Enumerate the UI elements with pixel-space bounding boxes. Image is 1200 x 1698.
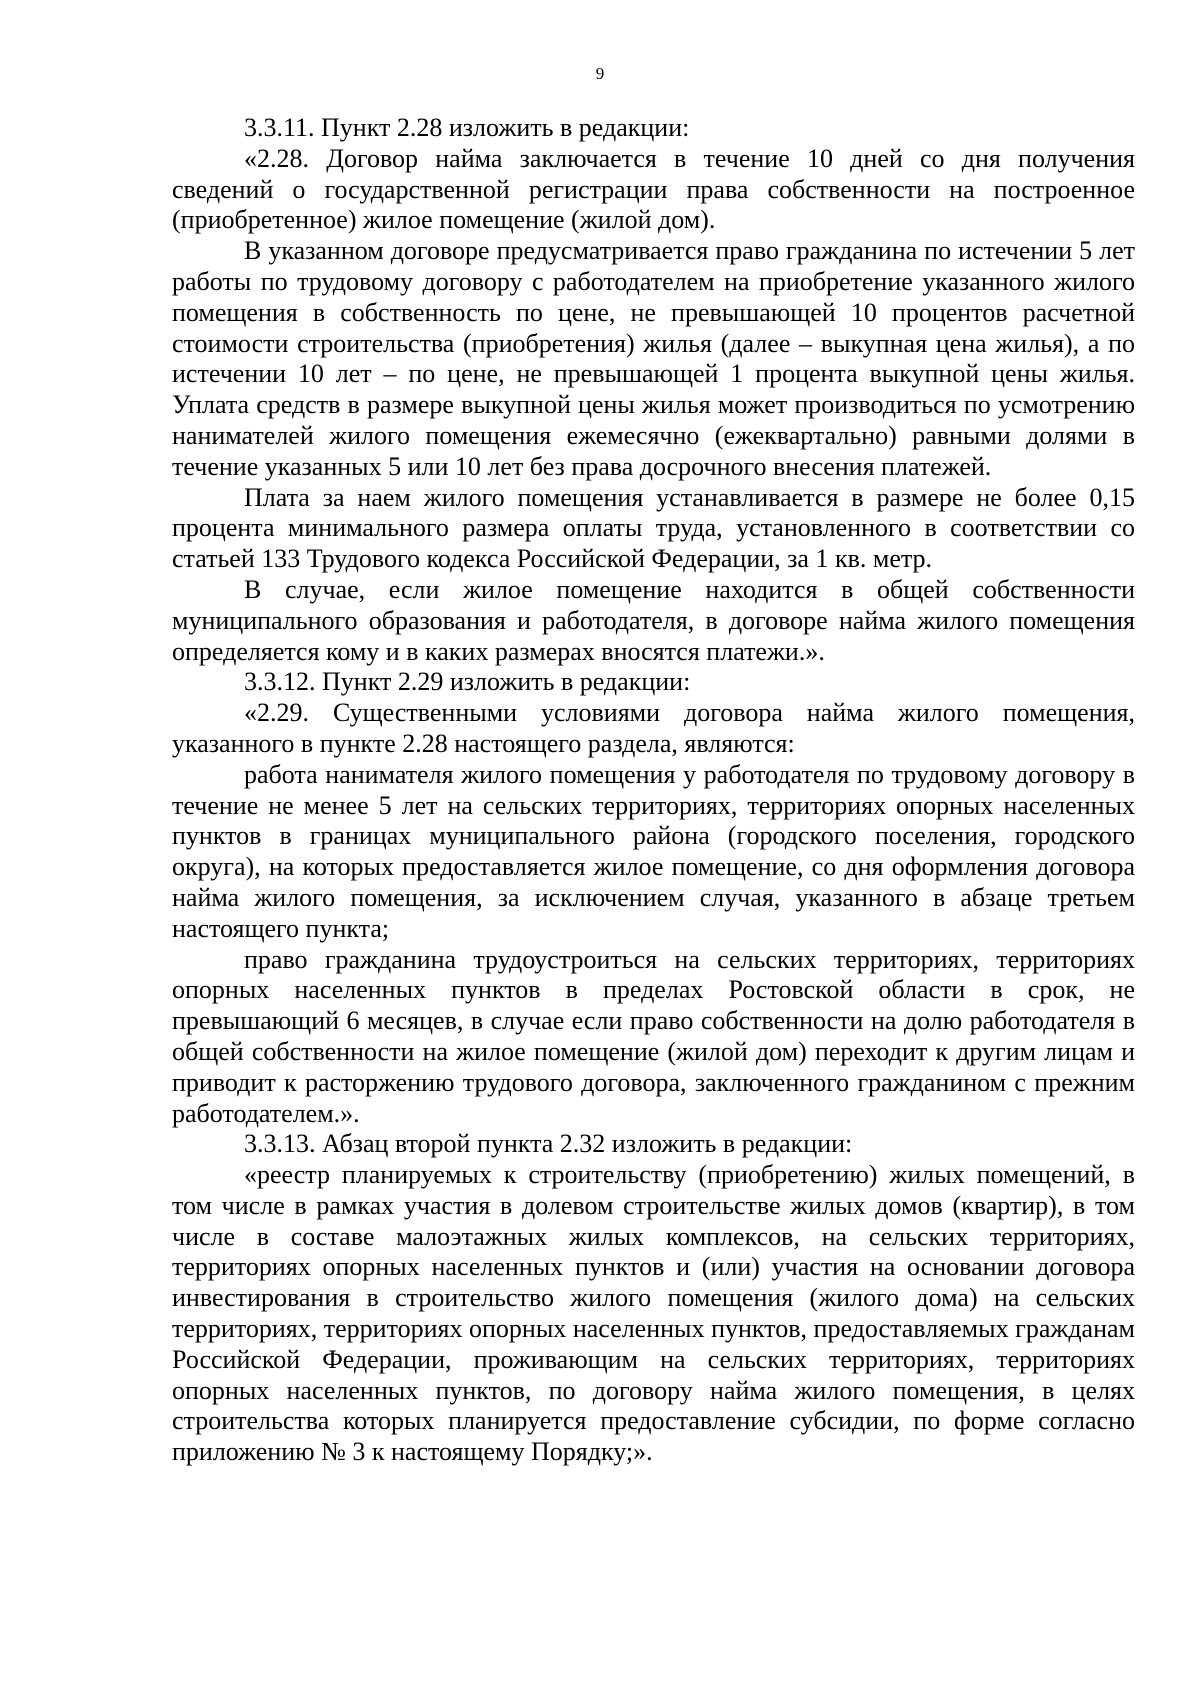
clause-3-3-12-heading: 3.3.12. Пункт 2.29 изложить в редакции: — [244, 667, 691, 697]
clause-3-3-11-heading: 3.3.11. Пункт 2.28 изложить в редакции: — [244, 113, 690, 142]
paragraph-registry: «реестр планируемых к строительству (приобретению) жилых помещений, в том числе в рамках участия в долевом строительстве жилых домов (квартир), в том числе в составе малоэтажных жилых комплексов, на сельских территориях, территориях опорных населенных пунктов и (или) участия на основании договора инвестирования в строительство жилого помещения (жилого дома) на сельских территориях, территориях опорных населенных пунктов, предоставляемых гражданам Российской Федерации, проживающим на сельских территориях, территориях опорных населенных пунктов, по договору найма жилого помещения, в целях строительства которых планируется предоставление субсидии, по форме согласно приложению № 3 к настоящему Порядку;». — [172, 1160, 1135, 1467]
page-number: 9 — [595, 64, 605, 83]
paragraph-2-28-contract-term: «2.28. Договор найма заключается в течение 10 дней со дня получения сведений о государственной регистрации права собственности на построенное (приобретенное) жилое помещение (жилой дом). — [172, 143, 1135, 235]
document-body — [172, 113, 1135, 1468]
paragraph-employment-condition: работа нанимателя жилого помещения у работодателя по трудовому договору в течение не менее 5 лет на сельских территориях, территориях опорных населенных пунктов в границах муниципального района (городского поселения, городского округа), на которых предоставляется жилое помещение, со дня оформления договора найма жилого помещения, за исключением случая, указанного в абзаце третьем настоящего пункта; — [172, 759, 1135, 943]
clause-3-3-13-heading: 3.3.13. Абзац второй пункта 2.32 изложить в редакции: — [244, 1129, 853, 1159]
paragraph-reemployment-right: право гражданина трудоустроиться на сельских территориях, территориях опорных населенных пунктов в пределах Ростовской области в срок, не превышающий 6 месяцев, в случае если право собственности на долю работодателя в общей собственности на жилое помещение (жилой дом) переходит к другим лицам и приводит к расторжению трудового договора, заключенного гражданином с прежним работодателем.». — [172, 944, 1135, 1128]
paragraph-shared-ownership: В случае, если жилое помещение находится в общей собственности муниципального образования и работодателя, в договоре найма жилого помещения определяется кому и в каких размерах вносятся платежи.». — [172, 574, 1135, 666]
paragraph-rent-fee: Плата за наем жилого помещения устанавливается в размере не более 0,15 процента минимального размера оплаты труда, установленного в соответствии со статьей 133 Трудового кодекса Российской Федерации, за 1 кв. метр. — [172, 482, 1135, 574]
paragraph-purchase-right: В указанном договоре предусматривается право гражданина по истечении 5 лет работы по трудовому договору с работодателем на приобретение указанного жилого помещения в собственность по цене, не превышающей 10 процентов расчетной стоимости строительства (приобретения) жилья (далее – выкупная цена жилья), а по истечении 10 лет – по цене, не превышающей 1 процента выкупной цены жилья. Уплата средств в размере выкупной цены жилья может производиться по усмотрению нанимателей жилого помещения ежемесячно (ежеквартально) равными долями в течение указанных 5 или 10 лет без права досрочного внесения платежей. — [172, 236, 1135, 481]
paragraph-2-29-essential-terms: «2.29. Существенными условиями договора найма жилого помещения, указанного в пункте 2.28 настоящего раздела, являются: — [172, 698, 1135, 758]
